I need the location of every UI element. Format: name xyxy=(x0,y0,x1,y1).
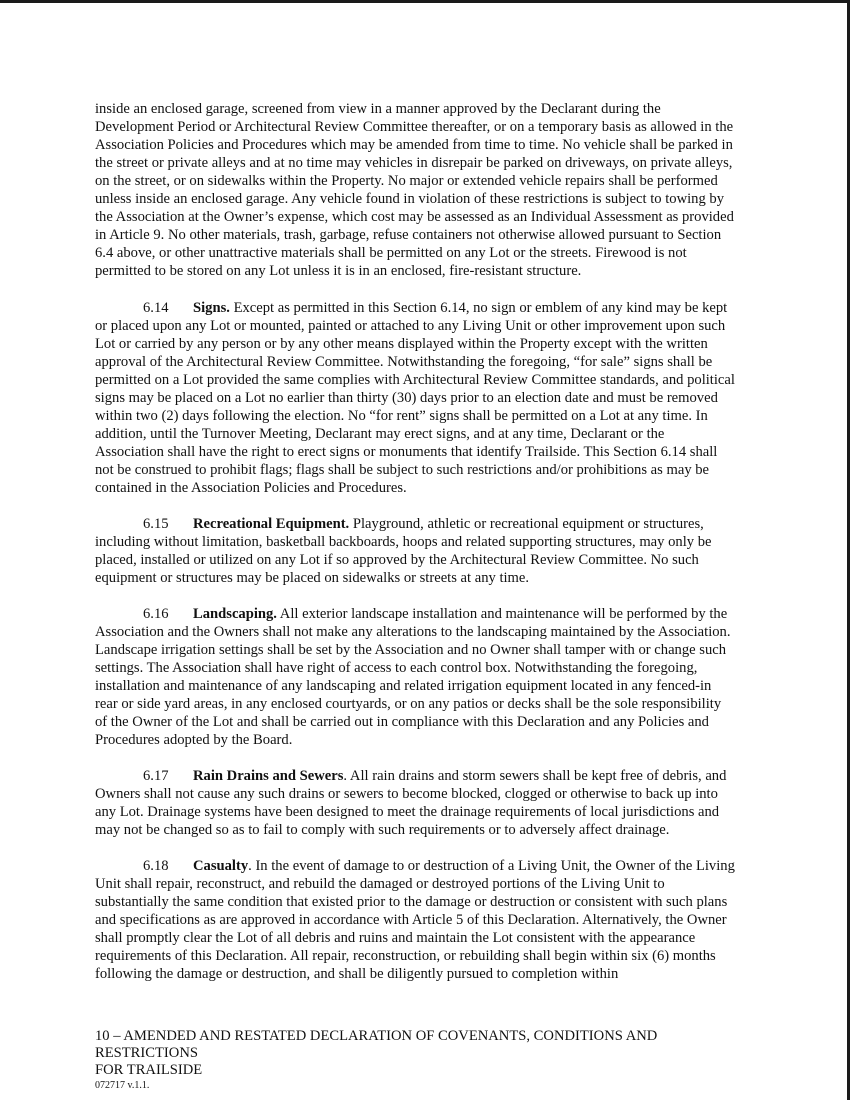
footer-title-line-2: FOR TRAILSIDE xyxy=(95,1062,203,1078)
section-heading: Landscaping. xyxy=(193,606,277,622)
section-number: 6.14 xyxy=(143,300,169,316)
section-text: Playground, athletic or recreational equipment or structures, including without limitation, basketball backboards, hoops and related supporting structures, may only be placed, installed or utilized on any Lot if so approved by the Architectural Review Committee. No such equipment or structures may be placed on sidewalks or streets at any time. xyxy=(95,516,712,586)
section-6-14 xyxy=(95,299,735,497)
section-text: All exterior landscape installation and maintenance will be performed by the Association and the Owners shall not make any alterations to the landscaping maintained by the Association. Landscape irrigation settings shall be set by the Association and no Owner shall tamper with or change such settings. The Association shall have right of access to each control box. Notwithstanding the foregoing, installation and maintenance of any landscaping and related irrigation equipment located in any fenced-in rear or side yard areas, in any enclosed courtyards, or on any patios or decks shall be the sole responsibility of the Owner of the Lot and shall be carried out in compliance with this Declaration and any Policies and Procedures adopted by the Board. xyxy=(95,606,731,748)
section-6-18 xyxy=(95,857,735,983)
section-text: . In the event of damage to or destruction of a Living Unit, the Owner of the Living Unit shall repair, reconstruct, and rebuild the damaged or destroyed portions of the Living Unit to substantially the same condition that existed prior to the damage or destruction or consistent with such plans and specifications as are approved in accordance with Article 5 of this Declaration. Alternatively, the Owner shall promptly clear the Lot of all debris and ruins and maintain the Lot consistent with the appearance requirements of this Declaration. All repair, reconstruction, or rebuilding shall begin within six (6) months following the damage or destruction, and shall be diligently pursued to completion within xyxy=(95,858,735,982)
section-number: 6.18 xyxy=(143,858,169,874)
page-footer xyxy=(95,1028,745,1092)
continuation-paragraph: inside an enclosed garage, screened from view in a manner approved by the Declarant during the Development Period or Architectural Review Committee thereafter, or on a temporary basis as allowed in the Association Policies and Procedures which may be amended from time to time. No vehicle shall be parked in the street or private alleys and at no time may vehicles in disrepair be parked on driveways, on private alleys, on the street, or on sidewalks within the Property. No major or extended vehicle repairs shall be performed unless inside an enclosed garage. Any vehicle found in violation of these restrictions is subject to towing by the Association at the Owner’s expense, which cost may be assessed as an Individual Assessment as provided in Article 9. No other materials, trash, garbage, refuse containers not otherwise allowed pursuant to Section 6.4 above, or other unattractive materials shall be permitted on any Lot or the streets. Firewood is not permitted to be stored on any Lot unless it is in an enclosed, fire-resistant structure. xyxy=(95,101,734,279)
section-number: 6.16 xyxy=(143,606,169,622)
document-version-id: 072717 v.1.1. xyxy=(95,1080,150,1091)
scan-border-top xyxy=(0,0,850,3)
section-6-15 xyxy=(95,515,735,587)
section-heading: Recreational Equipment. xyxy=(193,516,350,532)
section-heading: Signs. xyxy=(193,300,230,316)
section-heading: Rain Drains and Sewers xyxy=(193,768,344,784)
section-heading: Casualty xyxy=(193,858,249,874)
section-6-16 xyxy=(95,605,735,749)
section-text: . All rain drains and storm sewers shall be kept free of debris, and Owners shall not cause any such drains or sewers to become blocked, clogged or otherwise to back up into any Lot. Drainage systems have been designed to meet the drainage requirements of local jurisdictions and may not be changed so as to fail to comply with such requirements or to adversely affect drainage. xyxy=(95,768,727,838)
footer-title-line-1: 10 – AMENDED AND RESTATED DECLARATION OF COVENANTS, CONDITIONS AND RESTRICTIONS xyxy=(95,1028,658,1061)
section-number: 6.17 xyxy=(143,768,169,784)
section-text: Except as permitted in this Section 6.14, no sign or emblem of any kind may be kept or placed upon any Lot or mounted, painted or attached to any Living Unit or other improvement upon such Lot or carried by any person or by any other means displayed within the Property except with the written approval of the Architectural Review Committee. Notwithstanding the foregoing, “for sale” signs shall be permitted on a Lot provided the same complies with Architectural Review Committee standards, and political signs may be placed on a Lot no earlier than thirty (30) days prior to an election date and must be removed within two (2) days following the election. No “for rent” signs shall be permitted on a Lot at any time. In addition, until the Turnover Meeting, Declarant may erect signs, and at any time, Declarant or the Association shall have the right to erect signs or monuments that identify Trailside. This Section 6.14 shall not be construed to prohibit flags; flags shall be subject to such restrictions and/or prohibitions as may be contained in the Association Policies and Procedures. xyxy=(95,300,735,496)
section-number: 6.15 xyxy=(143,516,169,532)
section-6-17 xyxy=(95,767,735,839)
document-body xyxy=(95,100,735,1001)
